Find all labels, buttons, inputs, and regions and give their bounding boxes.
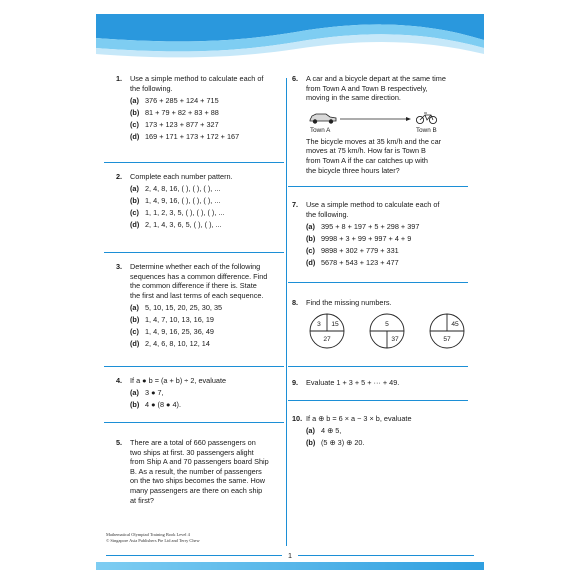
sub-question-a: (a) 3 ● 7, xyxy=(130,387,164,397)
question-number: 1. xyxy=(116,74,123,83)
workbook-page xyxy=(96,14,484,570)
divider xyxy=(104,422,284,423)
question-stem: Use a simple method to calculate each of the following. xyxy=(130,74,264,93)
question-stem: Determine whether each of the following sequences has a common difference. Find the common difference if there is. State the first and last terms of each sequence. xyxy=(130,262,268,300)
question-stem: Complete each number pattern. xyxy=(130,172,233,181)
question-stem: There are a total of 660 passengers on two ships at first. 30 passengers alight from Ship A and 70 passengers board Ship B. As a result, the number of passengers on the two ships becomes the same. How many passengers are there on each ship at first? xyxy=(130,438,269,505)
sub-question-c: (c) 9898 + 302 + 779 + 331 xyxy=(306,245,399,255)
car-bicycle-diagram xyxy=(306,107,466,135)
footer-copyright: © Singapore Asia Publishers Pte Ltd and Terry Chew xyxy=(106,537,200,543)
page-footer-bar xyxy=(96,550,484,570)
question-6 xyxy=(292,74,472,175)
question-10 xyxy=(292,414,472,448)
sub-question-b: (b) 81 + 79 + 82 + 83 + 88 xyxy=(130,107,219,117)
divider xyxy=(288,366,468,367)
question-text: The bicycle moves at 35 km/h and the car moves at 75 km/h. How far is Town B from Town A if the car catches up with the bicycle three hours later? xyxy=(306,136,442,175)
sub-question-c: (c) 1, 4, 9, 16, 25, 36, 49 xyxy=(130,326,214,336)
sub-question-d: (d) 2, 4, 6, 8, 10, 12, 14 xyxy=(130,338,210,348)
town-b-label: Town B xyxy=(416,126,437,134)
sub-question-a: (a) 395 + 8 + 197 + 5 + 298 + 397 xyxy=(306,221,420,231)
sub-question-b: (b) 1, 4, 9, 16, ( ), ( ), ( ), ... xyxy=(130,195,221,205)
page-number: 1 xyxy=(282,551,298,560)
question-stem: Find the missing numbers. xyxy=(306,298,392,307)
sub-question-d: (d) 2, 1, 4, 3, 6, 5, ( ), ( ), ... xyxy=(130,219,222,229)
question-stem: Evaluate 1 + 3 + 5 + ··· + 49. xyxy=(306,378,400,387)
question-1 xyxy=(116,74,286,141)
question-2 xyxy=(116,172,286,230)
divider xyxy=(104,162,284,163)
sub-question-a: (a) 4 ⊕ 5, xyxy=(306,425,342,435)
sub-question-a: (a) 376 + 285 + 124 + 715 xyxy=(130,95,219,105)
footer-book-title: Mathematical Olympiad Training Book Level 4 xyxy=(106,532,190,537)
sub-question-a: (a) 2, 4, 8, 16, ( ), ( ), ( ), ... xyxy=(130,183,221,193)
divider xyxy=(288,400,468,401)
sub-question-d: (d) 169 + 171 + 173 + 172 + 167 xyxy=(130,131,240,141)
question-number: 9. xyxy=(292,378,299,387)
divider xyxy=(288,282,468,283)
column-divider xyxy=(286,78,287,546)
circle-value: 37 xyxy=(391,335,399,343)
circle-value: 3 xyxy=(317,320,321,328)
question-stem: A car and a bicycle depart at the same time from Town A and Town B respectively, moving in the same direction. xyxy=(306,74,446,103)
circle-value: 45 xyxy=(451,320,459,328)
footer-credits xyxy=(106,532,200,543)
divider xyxy=(288,186,468,187)
sub-question-b: (b) 1, 4, 7, 10, 13, 16, 19 xyxy=(130,314,214,324)
car-bicycle-illustration xyxy=(306,107,466,127)
sub-question-d: (d) 5678 + 543 + 123 + 477 xyxy=(306,257,399,267)
question-5 xyxy=(116,438,286,505)
question-stem: If a ⊕ b = 6 × a − 3 × b, evaluate xyxy=(306,414,412,423)
number-circle xyxy=(428,312,466,350)
question-number: 6. xyxy=(292,74,299,83)
divider xyxy=(104,366,284,367)
circle-value: 57 xyxy=(443,335,451,343)
question-number: 5. xyxy=(116,438,123,447)
question-7 xyxy=(292,200,472,267)
sub-question-c: (c) 173 + 123 + 877 + 327 xyxy=(130,119,219,129)
question-stem: If a ● b = (a + b) ÷ 2, evaluate xyxy=(130,376,227,385)
footer-stripe xyxy=(96,562,484,570)
sub-question-b: (b) (5 ⊕ 3) ⊕ 20. xyxy=(306,437,365,447)
circle-value: 5 xyxy=(385,320,389,328)
number-circle xyxy=(308,312,346,350)
circle-value: 27 xyxy=(323,335,331,343)
header-banner xyxy=(96,14,484,70)
question-number: 4. xyxy=(116,376,123,385)
question-number: 3. xyxy=(116,262,123,271)
sub-question-a: (a) 5, 10, 15, 20, 25, 30, 35 xyxy=(130,302,223,312)
circle-value: 15 xyxy=(331,320,339,328)
town-a-label: Town A xyxy=(310,126,331,134)
question-9 xyxy=(292,378,472,388)
sub-question-c: (c) 1, 1, 2, 3, 5, ( ), ( ), ( ), ... xyxy=(130,207,225,217)
question-3 xyxy=(116,262,286,348)
number-circles xyxy=(306,312,476,356)
bicycle-icon xyxy=(416,113,436,124)
sub-question-b: (b) 4 ● (8 ● 4). xyxy=(130,399,181,409)
car-icon xyxy=(310,114,336,124)
question-stem: Use a simple method to calculate each of the following. xyxy=(306,200,440,219)
question-4 xyxy=(116,376,286,410)
divider xyxy=(104,252,284,253)
question-number: 8. xyxy=(292,298,299,307)
question-number: 7. xyxy=(292,200,299,209)
question-number: 10. xyxy=(292,414,303,423)
number-circle xyxy=(368,312,406,350)
sub-question-b: (b) 9998 + 3 + 99 + 997 + 4 + 9 xyxy=(306,233,412,243)
question-number: 2. xyxy=(116,172,123,181)
question-8 xyxy=(292,298,472,356)
